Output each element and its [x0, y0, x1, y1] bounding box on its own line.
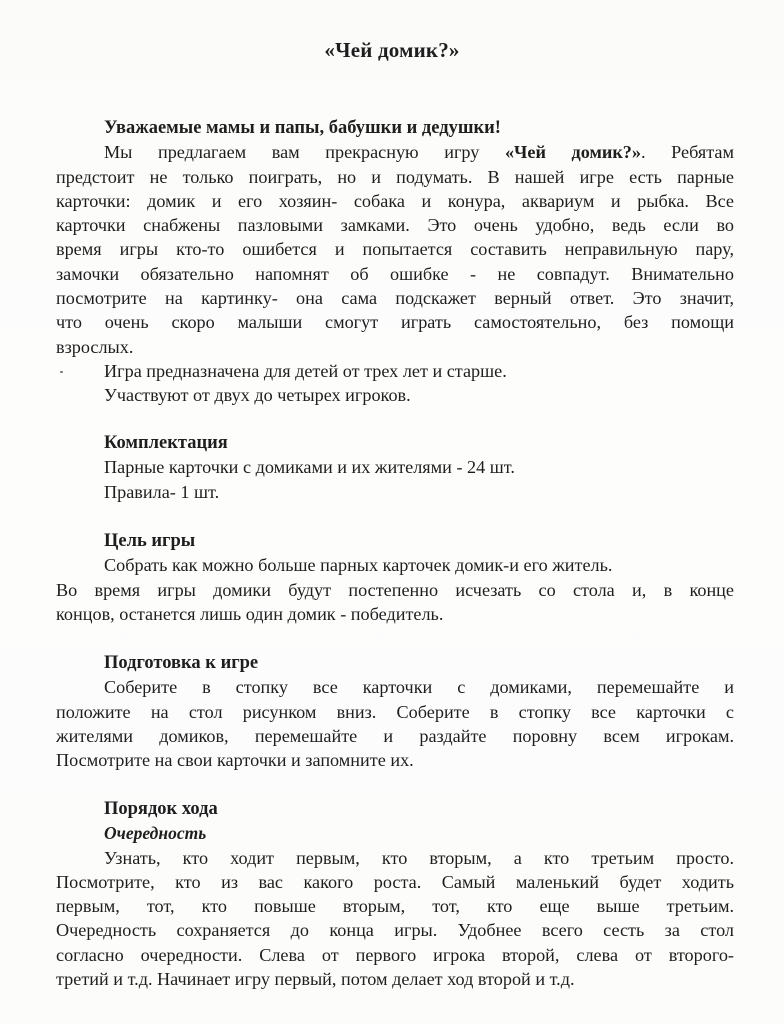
kit-heading: Комплектация [104, 433, 228, 453]
intro-section [56, 116, 734, 408]
goal-line: Собрать как можно больше парных карточек домик-и его житель. [104, 555, 613, 576]
intro-line: время игры кто-то ошибется и попытается составить неправильную пару, [56, 239, 734, 260]
goal-line: Во время игры домики будут постепенно исчезать со стола и, в конце [56, 579, 734, 600]
intro-line: что очень скоро малыши смогут играть самостоятельно, без помощи [56, 312, 734, 333]
intro-line: предстоит не только поиграть, но и подумать. В нашей игре есть парные [56, 166, 734, 187]
order-line: первым, тот, кто повыше вторым, тот, кто еще выше третьим. [56, 896, 734, 917]
prep-line: Соберите в стопку все карточки с домиками, перемешайте и [104, 677, 734, 698]
intro-text-end: . Ребятам [641, 142, 734, 163]
kit-section [56, 431, 734, 504]
order-heading: Порядок хода [104, 799, 218, 819]
intro-line: посмотрите на картинку- она сама подскажет верный ответ. Это значит, [56, 288, 734, 309]
age-line: Игра предназначена для детей от трех лет и старше. [104, 360, 507, 381]
intro-line-1 [56, 140, 734, 164]
prep-section [56, 651, 734, 772]
prep-heading: Подготовка к игре [104, 653, 259, 673]
scan-speck [60, 371, 63, 373]
order-subheading: Очередность [104, 823, 207, 844]
intro-line: карточки: домик и его хозяин- собака и конура, аквариум и рыбка. Все [56, 190, 734, 211]
intro-line: взрослых. [56, 336, 134, 357]
order-line: Посмотрите, кто из вас какого роста. Самый маленький будет ходить [56, 871, 734, 892]
order-line: третий и т.д. Начинает игру первый, потом делает ход второй и т.д. [56, 969, 575, 990]
goal-section [56, 529, 734, 626]
order-line: Очередность сохраняется до конца игры. Удобнее всего сесть за стол [56, 920, 734, 941]
intro-line: карточки снабжены пазловыми замками. Это очень удобно, ведь если во [56, 215, 734, 236]
players-line: Участвуют от двух до четырех игроков. [104, 385, 411, 406]
greeting-heading: Уважаемые мамы и папы, бабушки и дедушки! [104, 118, 501, 138]
prep-line: Посмотрите на свои карточки и запомните их. [56, 750, 414, 771]
document-title: «Чей домик?» [324, 38, 460, 62]
order-line: согласно очередности. Слева от первого игрока второй, слева от второго- [56, 944, 734, 965]
order-line: Узнать, кто ходит первым, кто вторым, а кто третьим просто. [104, 847, 734, 868]
intro-text-start: Мы предлагаем вам прекрасную игру [104, 142, 505, 163]
prep-line: положите на стол рисунком вниз. Соберите в стопку все карточки с [56, 701, 734, 722]
prep-line: жителями домиков, перемешайте и раздайте поровну всем игрокам. [56, 725, 734, 746]
kit-line: Правила- 1 шт. [104, 481, 220, 502]
goal-line: концов, останется лишь один домик - победитель. [56, 603, 444, 624]
kit-line: Парные карточки с домиками и их жителями - 24 шт. [104, 457, 515, 478]
goal-heading: Цель игры [104, 531, 196, 551]
game-name-bold: «Чей домик?» [504, 142, 641, 163]
intro-line: замочки обязательно напомнят об ошибке - не совпадут. Внимательно [56, 263, 734, 284]
order-section [56, 797, 734, 991]
